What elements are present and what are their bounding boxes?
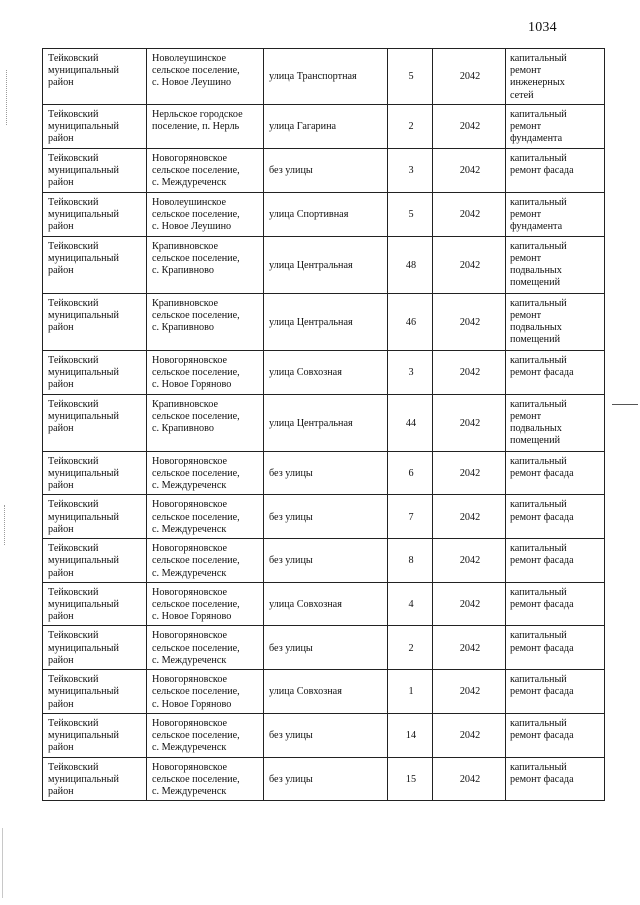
settlement-cell [147, 148, 264, 192]
settlement-cell-line: сельское поселение, [152, 686, 240, 698]
street-cell: улица Центральная [264, 293, 388, 350]
work-type-cell [506, 104, 605, 148]
settlement-cell [147, 350, 264, 394]
work-type-cell-line: капитальный [510, 630, 567, 642]
work-type-cell [506, 293, 605, 350]
district-cell [43, 192, 147, 236]
district-cell-line: район [48, 698, 74, 710]
district-cell-line: Тейковский [48, 398, 99, 410]
work-type-cell-line: ремонт фасада [510, 467, 574, 479]
work-type-cell [506, 451, 605, 495]
work-type-cell-line: помещений [510, 277, 561, 289]
work-type-cell-line: ремонт фасада [510, 511, 574, 523]
work-type-cell-line: капитальный [510, 674, 567, 686]
district-cell-line: муниципальный [48, 164, 119, 176]
district-cell-line: район [48, 77, 74, 89]
work-type-cell [506, 49, 605, 105]
house-number-cell: 7 [388, 495, 433, 539]
settlement-cell-line: Крапивновское [152, 240, 218, 252]
house-number-cell: 1 [388, 670, 433, 714]
house-number-cell: 2 [388, 104, 433, 148]
settlement-cell-line: с. Междуреченск [152, 567, 227, 579]
district-cell-line: Тейковский [48, 499, 99, 511]
scan-margin-mark [4, 505, 6, 545]
work-type-cell-line: фундамента [510, 221, 563, 233]
work-type-cell-line: ремонт [510, 65, 542, 77]
district-cell-line: Тейковский [48, 630, 99, 642]
street-cell: без улицы [264, 713, 388, 757]
district-cell-line: муниципальный [48, 598, 119, 610]
settlement-cell [147, 293, 264, 350]
settlement-cell-line: с. Междуреченск [152, 177, 227, 189]
settlement-cell-line: с. Междуреченск [152, 786, 227, 798]
street-cell: без улицы [264, 451, 388, 495]
work-type-cell [506, 350, 605, 394]
repair-year-cell: 2042 [433, 394, 506, 451]
work-type-cell-line: ремонт фасада [510, 686, 574, 698]
district-cell-line: муниципальный [48, 467, 119, 479]
work-type-cell-line: инженерных [510, 77, 565, 89]
work-type-cell [506, 236, 605, 293]
table-row [43, 757, 605, 801]
district-cell [43, 451, 147, 495]
district-cell [43, 293, 147, 350]
settlement-cell-line: с. Междуреченск [152, 654, 227, 666]
street-cell: без улицы [264, 757, 388, 801]
settlement-cell-line: с. Крапивново [152, 423, 214, 435]
district-cell [43, 757, 147, 801]
street-cell: улица Транспортная [264, 49, 388, 105]
settlement-cell-line: сельское поселение, [152, 598, 240, 610]
work-type-cell-line: ремонт фасада [510, 730, 574, 742]
work-type-cell-line: помещений [510, 334, 561, 346]
settlement-cell-line: с. Междуреченск [152, 742, 227, 754]
work-type-cell-line: ремонт [510, 208, 542, 220]
street-cell: без улицы [264, 626, 388, 670]
work-type-cell [506, 394, 605, 451]
district-cell-line: Тейковский [48, 761, 99, 773]
settlement-cell-line: с. Новое Леушино [152, 221, 232, 233]
settlement-cell-line: с. Крапивново [152, 322, 214, 334]
repair-year-cell: 2042 [433, 293, 506, 350]
settlement-cell-line: сельское поселение, [152, 366, 240, 378]
settlement-cell-line: сельское поселение, [152, 511, 240, 523]
settlement-cell-line: с. Новое Леушино [152, 77, 232, 89]
repair-year-cell: 2042 [433, 495, 506, 539]
house-number-cell: 14 [388, 713, 433, 757]
scan-margin-mark [2, 828, 4, 898]
settlement-cell-line: Новогоряновское [152, 630, 228, 642]
settlement-cell-line: сельское поселение, [152, 309, 240, 321]
district-cell [43, 582, 147, 626]
work-type-cell [506, 495, 605, 539]
settlement-cell-line: сельское поселение, [152, 164, 240, 176]
house-number-cell: 48 [388, 236, 433, 293]
district-cell-line: Тейковский [48, 354, 99, 366]
repair-year-cell: 2042 [433, 350, 506, 394]
work-type-cell-line: капитальный [510, 543, 567, 555]
work-type-cell-line: капитальный [510, 108, 567, 120]
table-row [43, 626, 605, 670]
settlement-cell-line: с. Междуреченск [152, 523, 227, 535]
repair-year-cell: 2042 [433, 192, 506, 236]
table-row [43, 670, 605, 714]
work-type-cell [506, 626, 605, 670]
district-cell [43, 495, 147, 539]
work-type-cell [506, 582, 605, 626]
table-row [43, 236, 605, 293]
settlement-cell-line: Новолеушинское [152, 53, 227, 64]
repair-year-cell: 2042 [433, 148, 506, 192]
settlement-cell-line: Новогоряновское [152, 152, 228, 164]
district-cell-line: Тейковский [48, 674, 99, 686]
work-type-cell [506, 670, 605, 714]
settlement-cell-line: Новолеушинское [152, 196, 227, 208]
house-number-cell: 4 [388, 582, 433, 626]
table-row [43, 495, 605, 539]
street-cell: улица Спортивная [264, 192, 388, 236]
settlement-cell-line: сельское поселение, [152, 252, 240, 264]
work-type-cell [506, 757, 605, 801]
district-cell-line: район [48, 177, 74, 189]
district-cell-line: Тейковский [48, 53, 99, 64]
settlement-cell-line: Новогоряновское [152, 543, 228, 555]
settlement-cell-line: Новогоряновское [152, 455, 228, 467]
district-cell-line: Тейковский [48, 297, 99, 309]
house-number-cell: 2 [388, 626, 433, 670]
work-type-cell-line: ремонт [510, 309, 542, 321]
district-cell [43, 670, 147, 714]
repair-year-cell: 2042 [433, 713, 506, 757]
district-cell-line: муниципальный [48, 686, 119, 698]
settlement-cell-line: с. Новое Горяново [152, 379, 232, 391]
district-cell-line: район [48, 322, 74, 334]
district-cell [43, 148, 147, 192]
work-type-cell [506, 192, 605, 236]
district-cell-line: муниципальный [48, 410, 119, 422]
table-row [43, 192, 605, 236]
work-type-cell-line: капитальный [510, 455, 567, 467]
work-type-cell [506, 713, 605, 757]
table-row [43, 394, 605, 451]
district-cell-line: Тейковский [48, 455, 99, 467]
work-type-cell-line: подвальных [510, 322, 562, 334]
district-cell [43, 713, 147, 757]
work-type-cell-line: капитальный [510, 761, 567, 773]
repair-year-cell: 2042 [433, 539, 506, 583]
settlement-cell-line: Новогоряновское [152, 499, 228, 511]
street-cell: улица Совхозная [264, 582, 388, 626]
district-cell [43, 539, 147, 583]
work-type-cell-line: капитальный [510, 152, 567, 164]
settlement-cell [147, 394, 264, 451]
district-cell [43, 350, 147, 394]
district-cell-line: Тейковский [48, 586, 99, 598]
work-type-cell-line: ремонт фасада [510, 555, 574, 567]
district-cell-line: район [48, 221, 74, 233]
district-cell-line: Тейковский [48, 196, 99, 208]
repair-year-cell: 2042 [433, 757, 506, 801]
street-cell: без улицы [264, 539, 388, 583]
work-type-cell [506, 148, 605, 192]
work-type-cell-line: ремонт фасада [510, 642, 574, 654]
table-row [43, 293, 605, 350]
settlement-cell [147, 451, 264, 495]
district-cell-line: муниципальный [48, 252, 119, 264]
settlement-cell-line: Новогоряновское [152, 761, 228, 773]
repair-year-cell: 2042 [433, 49, 506, 105]
settlement-cell-line: Крапивновское [152, 297, 218, 309]
settlement-cell-line: сельское поселение, [152, 555, 240, 567]
settlement-cell-line: с. Междуреченск [152, 480, 227, 492]
settlement-cell [147, 713, 264, 757]
table-row [43, 539, 605, 583]
settlement-cell-line: Новогоряновское [152, 717, 228, 729]
settlement-cell-line: сельское поселение, [152, 642, 240, 654]
work-type-cell-line: ремонт фасада [510, 598, 574, 610]
work-type-cell-line: капитальный [510, 586, 567, 598]
work-type-cell-line: фундамента [510, 133, 563, 145]
table-body [43, 49, 605, 801]
district-cell [43, 394, 147, 451]
house-number-cell: 46 [388, 293, 433, 350]
settlement-cell [147, 495, 264, 539]
work-type-cell-line: ремонт [510, 121, 542, 133]
settlement-cell [147, 104, 264, 148]
street-cell: улица Совхозная [264, 670, 388, 714]
settlement-cell-line: сельское поселение, [152, 65, 240, 77]
district-cell-line: муниципальный [48, 730, 119, 742]
district-cell-line: район [48, 742, 74, 754]
settlement-cell-line: Нерльское городское [152, 108, 243, 120]
work-type-cell [506, 539, 605, 583]
district-cell-line: район [48, 611, 74, 623]
table-row [43, 148, 605, 192]
work-type-cell-line: ремонт [510, 410, 542, 422]
district-cell [43, 626, 147, 670]
work-type-cell-line: подвальных [510, 423, 562, 435]
work-type-cell-line: ремонт фасада [510, 164, 574, 176]
work-type-cell-line: подвальных [510, 265, 562, 277]
house-number-cell: 44 [388, 394, 433, 451]
district-cell-line: муниципальный [48, 555, 119, 567]
district-cell-line: Тейковский [48, 108, 99, 120]
work-type-cell-line: капитальный [510, 499, 567, 511]
district-cell-line: район [48, 654, 74, 666]
settlement-cell [147, 757, 264, 801]
district-cell-line: район [48, 423, 74, 435]
table-row [43, 451, 605, 495]
district-cell-line: район [48, 567, 74, 579]
work-type-cell-line: капитальный [510, 354, 567, 366]
house-number-cell: 8 [388, 539, 433, 583]
district-cell-line: муниципальный [48, 65, 119, 77]
settlement-cell [147, 626, 264, 670]
house-number-cell: 3 [388, 350, 433, 394]
settlement-cell-line: Новогоряновское [152, 674, 228, 686]
work-type-cell-line: капитальный [510, 196, 567, 208]
house-number-cell: 5 [388, 192, 433, 236]
street-cell: улица Совхозная [264, 350, 388, 394]
settlement-cell [147, 670, 264, 714]
work-type-cell-line: капитальный [510, 398, 567, 410]
settlement-cell [147, 49, 264, 105]
settlement-cell-line: сельское поселение, [152, 410, 240, 422]
work-type-cell-line: ремонт фасада [510, 773, 574, 785]
district-cell-line: Тейковский [48, 152, 99, 164]
repair-year-cell: 2042 [433, 626, 506, 670]
work-type-cell-line: помещений [510, 435, 561, 447]
district-cell-line: район [48, 523, 74, 535]
district-cell-line: Тейковский [48, 543, 99, 555]
settlement-cell [147, 539, 264, 583]
district-cell [43, 49, 147, 105]
work-type-cell-line: капитальный [510, 717, 567, 729]
repair-year-cell: 2042 [433, 582, 506, 626]
table-row [43, 49, 605, 105]
scan-margin-mark [6, 70, 8, 125]
capital-repair-table [42, 48, 605, 801]
district-cell-line: Тейковский [48, 240, 99, 252]
table-row [43, 350, 605, 394]
settlement-cell-line: поселение, п. Нерль [152, 121, 240, 133]
work-type-cell-line: сетей [510, 89, 534, 101]
settlement-cell-line: Новогоряновское [152, 354, 228, 366]
settlement-cell-line: сельское поселение, [152, 467, 240, 479]
district-cell-line: район [48, 133, 74, 145]
district-cell [43, 236, 147, 293]
work-type-cell-line: капитальный [510, 53, 567, 64]
settlement-cell-line: Новогоряновское [152, 586, 228, 598]
scan-edge-dash [612, 404, 638, 405]
street-cell: без улицы [264, 495, 388, 539]
district-cell-line: район [48, 379, 74, 391]
table-row [43, 582, 605, 626]
street-cell: улица Гагарина [264, 104, 388, 148]
work-type-cell-line: ремонт фасада [510, 366, 574, 378]
table-row [43, 104, 605, 148]
district-cell-line: муниципальный [48, 773, 119, 785]
settlement-cell-line: сельское поселение, [152, 730, 240, 742]
district-cell-line: муниципальный [48, 208, 119, 220]
district-cell-line: муниципальный [48, 309, 119, 321]
work-type-cell-line: ремонт [510, 252, 542, 264]
settlement-cell-line: с. Крапивново [152, 265, 214, 277]
district-cell-line: муниципальный [48, 121, 119, 133]
settlement-cell-line: с. Новое Горяново [152, 698, 232, 710]
house-number-cell: 3 [388, 148, 433, 192]
settlement-cell [147, 192, 264, 236]
district-cell-line: район [48, 480, 74, 492]
district-cell [43, 104, 147, 148]
settlement-cell [147, 582, 264, 626]
district-cell-line: район [48, 265, 74, 277]
house-number-cell: 15 [388, 757, 433, 801]
work-type-cell-line: капитальный [510, 240, 567, 252]
table-row [43, 713, 605, 757]
repair-year-cell: 2042 [433, 104, 506, 148]
house-number-cell: 5 [388, 49, 433, 105]
district-cell-line: муниципальный [48, 366, 119, 378]
district-cell-line: муниципальный [48, 511, 119, 523]
repair-year-cell: 2042 [433, 236, 506, 293]
settlement-cell-line: сельское поселение, [152, 773, 240, 785]
work-type-cell-line: капитальный [510, 297, 567, 309]
district-cell-line: район [48, 786, 74, 798]
settlement-cell-line: сельское поселение, [152, 208, 240, 220]
street-cell: улица Центральная [264, 394, 388, 451]
district-cell-line: Тейковский [48, 717, 99, 729]
house-number-cell: 6 [388, 451, 433, 495]
repair-year-cell: 2042 [433, 451, 506, 495]
settlement-cell-line: с. Новое Горяново [152, 611, 232, 623]
repair-year-cell: 2042 [433, 670, 506, 714]
street-cell: улица Центральная [264, 236, 388, 293]
settlement-cell [147, 236, 264, 293]
street-cell: без улицы [264, 148, 388, 192]
settlement-cell-line: Крапивновское [152, 398, 218, 410]
district-cell-line: муниципальный [48, 642, 119, 654]
page-number: 1034 [528, 20, 557, 35]
